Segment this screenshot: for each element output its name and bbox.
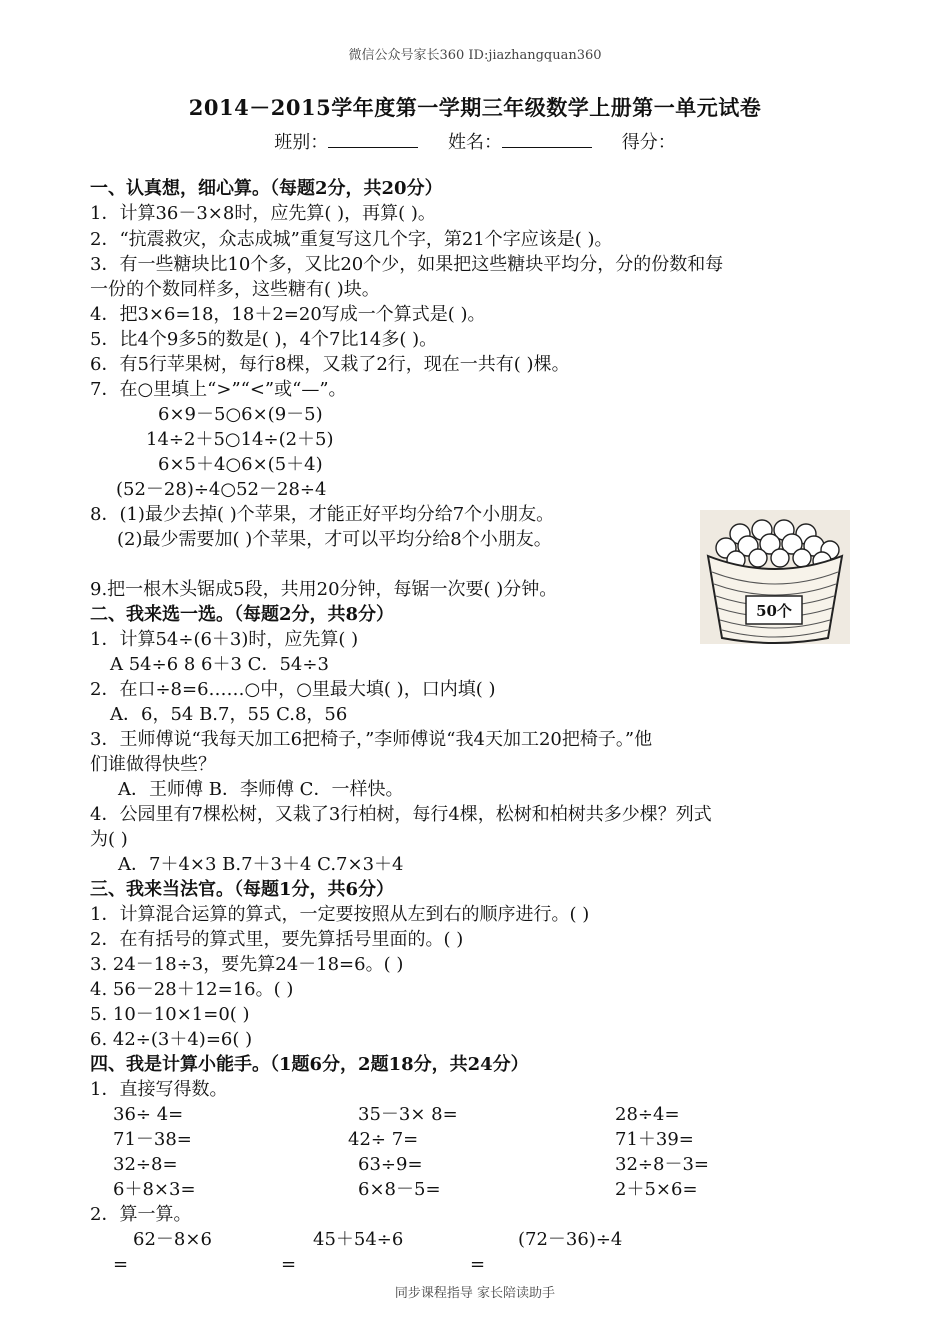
s2-question-4b: 为( ) (90, 829, 128, 850)
score-label: 得分： (621, 132, 676, 153)
s2-question-4a: 4．公园里有7棵松树，又栽了3行柏树，每行4棵，松树和柏树共多少棵？列式 (90, 804, 712, 825)
s2-question-2: 2．在口÷8=6……○中，○里最大填( )，口内填( ) (90, 679, 496, 700)
calc-cell: 71＋39= (615, 1129, 694, 1150)
section3-heading: 三、我来当法官。（每题1分，共6分） (90, 879, 395, 900)
calc-cell: 35－3× 8= (358, 1104, 458, 1125)
calc-expression-1: 62－8×6 (133, 1229, 212, 1250)
calc-cell: 71－38= (113, 1129, 192, 1150)
s2-question-3b: 们谁做得快些？ (90, 754, 216, 775)
equals-sign-3: = (470, 1254, 486, 1275)
s1-question-7: 7．在○里填上“>”“<”或“—”。 (90, 379, 347, 400)
s2-q3-options: A．王师傅 B．李师傅 C．一样快。 (118, 779, 404, 800)
calc-cell: 32÷8= (113, 1154, 178, 1175)
calc-expression-3: (72－36)÷4 (518, 1229, 623, 1250)
equals-sign-2: = (281, 1254, 297, 1275)
calc-cell: 28÷4= (615, 1104, 680, 1125)
s3-item-4: 4. 56－28＋12=16。( ) (90, 979, 294, 1000)
s1-question-8a: 8．(1)最少去掉( )个苹果，才能正好平均分给7个小朋友。 (90, 504, 555, 525)
class-blank[interactable] (328, 131, 418, 148)
calc-cell: 63÷9= (358, 1154, 423, 1175)
section2-heading: 二、我来选一选。（每题2分，共8分） (90, 604, 395, 625)
apple-basket-image (700, 510, 850, 644)
calc-cell: 32÷8－3= (615, 1154, 709, 1175)
s1-q7-item-2: 14÷2＋5○14÷(2＋5) (146, 429, 334, 450)
s1-question-3a: 3．有一些糖块比10个多，又比20个少，如果把这些糖块平均分，分的份数和每 (90, 254, 724, 275)
equals-sign-1: = (113, 1254, 129, 1275)
s3-item-3: 3. 24－18÷3，要先算24－18=6。( ) (90, 954, 404, 975)
s1-question-9: 9.把一根木头锯成5段，共用20分钟，每锯一次要( )分钟。 (90, 579, 558, 600)
s4-sub1: 1．直接写得数。 (90, 1079, 228, 1100)
name-blank[interactable] (502, 131, 592, 148)
s1-question-1: 1．计算36－3×8时，应先算( )，再算( )。 (90, 203, 436, 224)
s3-item-1: 1．计算混合运算的算式，一定要按照从左到右的顺序进行。( ) (90, 904, 590, 925)
page-title: 2014－2015学年度第一学期三年级数学上册第一单元试卷 (188, 95, 762, 120)
s2-question-1: 1．计算54÷(6＋3)时，应先算( ) (90, 629, 359, 650)
s2-question-3a: 3．王师傅说“我每天加工6把椅子，”李师傅说“我4天加工20把椅子。”他 (90, 729, 653, 750)
s1-question-2: 2．“抗震救灾，众志成城”重复写这几个字，第21个字应该是( )。 (90, 229, 613, 250)
calc-cell: 42÷ 7= (348, 1129, 419, 1150)
s1-question-5: 5．比4个9多5的数是( )，4个7比14多( )。 (90, 329, 438, 350)
student-info-line (0, 128, 950, 154)
calc-cell: 6＋8×3= (113, 1179, 196, 1200)
calc-cell: 6×8－5= (358, 1179, 441, 1200)
s1-question-4: 4．把3×6=18，18＋2=20写成一个算式是( )。 (90, 304, 486, 325)
s3-item-6: 6. 42÷(3＋4)=6( ) (90, 1029, 253, 1050)
basket-drawing (700, 510, 850, 644)
section1-heading: 一、认真想，细心算。（每题2分，共20分） (90, 178, 443, 199)
s2-q4-options: A．7＋4×3 B.7＋3＋4 C.7×3＋4 (118, 854, 404, 875)
s2-q1-options: A 54÷6 8 6＋3 C．54÷3 (110, 654, 329, 675)
calc-cell: 36÷ 4= (113, 1104, 184, 1125)
s1-question-6: 6．有5行苹果树，每行8棵，又栽了2行，现在一共有( )棵。 (90, 354, 570, 375)
s1-question-8b: (2)最少需要加( )个苹果，才可以平均分给8个小朋友。 (117, 529, 552, 550)
class-label: 班别： (274, 132, 329, 153)
s1-question-3b: 一份的个数同样多，这些糖有( )块。 (90, 279, 380, 300)
calc-cell: 2＋5×6= (615, 1179, 698, 1200)
page-footer: 同步课程指导 家长陪读助手 (394, 1286, 556, 1301)
calc-expression-2: 45＋54÷6 (313, 1229, 404, 1250)
basket-label: 50个 (756, 602, 792, 620)
name-label: 姓名： (448, 132, 502, 153)
s1-q7-item-4: (52－28)÷4○52－28÷4 (116, 479, 327, 500)
s2-q2-options: A．6，54 B.7，55 C.8，56 (110, 704, 348, 725)
section4-heading: 四、我是计算小能手。（1题6分，2题18分，共24分） (90, 1054, 529, 1075)
s1-q7-item-3: 6×5＋4○6×(5＋4) (158, 454, 323, 475)
page-header: 微信公众号家长360 ID:jiazhangquan360 (348, 48, 602, 63)
s3-item-2: 2．在有括号的算式里，要先算括号里面的。( ) (90, 929, 464, 950)
s4-sub2: 2．算一算。 (90, 1204, 192, 1225)
s1-q7-item-1: 6×9－5○6×(9－5) (158, 404, 323, 425)
s3-item-5: 5. 10－10×1=0( ) (90, 1004, 250, 1025)
